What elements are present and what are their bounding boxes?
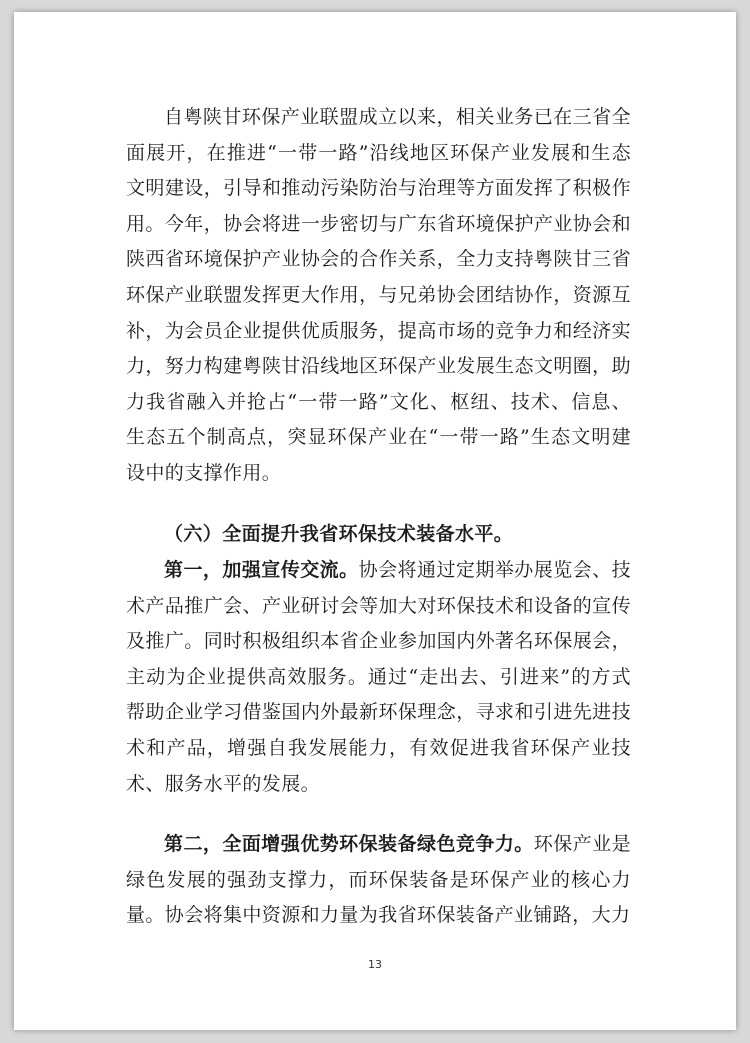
paragraph-3 bbox=[126, 827, 631, 934]
paragraph-2-body: 协会将通过定期举办展览会、技术产品推广会、产业研讨会等加大对环保技术和设备的宣传及推广。同时积极组织本省企业参加国内外著名环保展会，主动为企业提供高效服务。通过“走出去、引进来”的方式帮助企业学习借鉴国内外最新环保理念，寻求和引进先进技术和产品，增强自我发展能力，有效促进我省环保产业技术、服务水平的发展。 bbox=[126, 559, 631, 795]
paragraph-2 bbox=[126, 553, 631, 802]
paragraph-3-lead: 第二，全面增强优势环保装备绿色竞争力。 bbox=[164, 833, 534, 855]
paragraph-1: 自粤陕甘环保产业联盟成立以来，相关业务已在三省全面展开，在推进“一带一路”沿线地区环保产业发展和生态文明建设，引导和推动污染防治与治理等方面发挥了积极作用。今年，协会将进一步密切与广东省环境保护产业协会和陕西省环境保护产业协会的合作关系，全力支持粤陕甘三省环保产业联盟发挥更大作用，与兄弟协会团结协作，资源互补，为会员企业提供优质服务，提高市场的竞争力和经济实力，努力构建粤陕甘沿线地区环保产业发展生态文明圈，助力我省融入并抢占“一带一路”文化、枢纽、技术、信息、生态五个制高点，突显环保产业在“一带一路”生态文明建设中的支撑作用。 bbox=[126, 106, 631, 484]
page-number: 13 bbox=[368, 958, 382, 971]
paragraph-2-lead: 第一，加强宣传交流。 bbox=[164, 559, 359, 581]
paragraph-3-body: 环保产业是绿色发展的强劲支撑力，而环保装备是环保产业的核心力量。协会将集中资源和力量为我省环保装备产业铺路，大力 bbox=[126, 833, 631, 927]
document-page bbox=[14, 12, 736, 1030]
section-heading-6: （六）全面提升我省环保技术装备水平。 bbox=[164, 523, 514, 545]
